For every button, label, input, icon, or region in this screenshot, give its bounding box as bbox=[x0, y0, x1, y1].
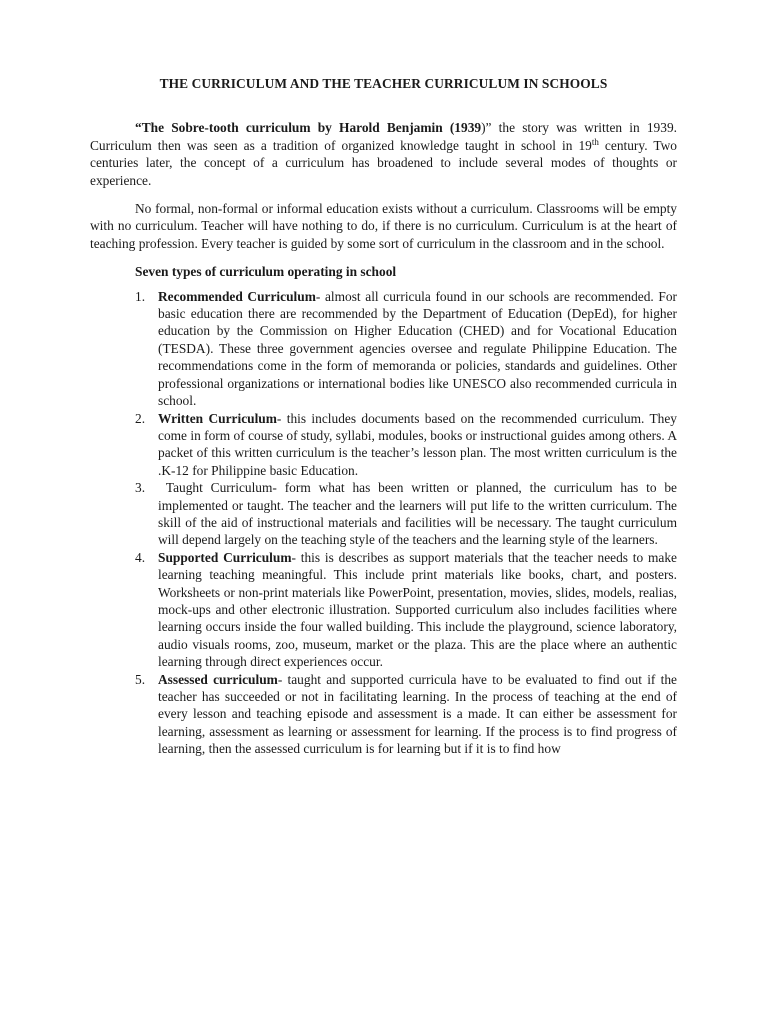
list-item-text: - this includes documents based on the recommended curriculum. They come in form of course of study, syllabi, modules, books or instructional guides among others. A packet of this written curriculum is the teacher’s lesson plan. The most written curriculum is the .K-12 for Philippine basic Education. bbox=[158, 410, 677, 478]
list-item-term: Supported Curriculum bbox=[158, 549, 292, 565]
superscript-th: th bbox=[591, 136, 599, 147]
list-item bbox=[135, 671, 677, 758]
intro-paragraph: “The Sobre-tooth curriculum by Harold Benjamin (1939)” the story was written in 1939. Curriculum then was seen as a tradition of organized knowledge taught in school in 19th century. Two centuries later, the concept of a curriculum has broadened to include several modes of thoughts or experience. bbox=[90, 120, 677, 188]
list-item-text: - almost all curricula found in our schools are recommended. For basic education there are recommended by the Department of Education (DepEd), for higher education by the Commission on Higher Education (CHED) and for Vocational Education (TESDA). These three government agencies oversee and regulate Philippine Education. The recommendations come in the form of memoranda or policies, standards and guidelines. Other professional organizations or international bodies like UNESCO also recommended curricula in school. bbox=[158, 288, 677, 409]
intro-lead: “The Sobre-tooth curriculum by Harold Benjamin (1939 bbox=[135, 120, 482, 136]
list-item-number: 5. bbox=[135, 671, 146, 687]
list-item-text: - this is describes as support materials that the teacher needs to make learning teaching meaningful. This include print materials like books, chart, and posters. Worksheets or non-print materials like PowerPoint, presentation, movies, slides, models, realias, mock-ups and other electronic illustration. Supported curriculum also includes facilities where learning occurs inside the four walled building. This include the playground, science laboratory, audio visuals rooms, zoo, museum, market or the plaza. This are the place where an authentic learning through direct experiences occur. bbox=[158, 549, 677, 670]
curriculum-types-list bbox=[90, 288, 677, 758]
list-item-text: Taught Curriculum- form what has been written or planned, the curriculum has to be implemented or taught. The teacher and the learners will put life to the written curriculum. The skill of the aid of instructional materials and facilities will be necessary. The taught curriculum will depend largely on the teaching style of the teachers and the learning style of the learners. bbox=[158, 480, 677, 548]
list-item-term: Recommended Curriculum bbox=[158, 288, 316, 304]
list-item-term: Written Curriculum bbox=[158, 410, 277, 426]
list-item bbox=[135, 479, 677, 549]
page-title: THE CURRICULUM AND THE TEACHER CURRICULUM IN SCHOOLS bbox=[159, 76, 608, 91]
body-paragraph: No formal, non-formal or informal education exists without a curriculum. Classrooms will be empty with no curriculum. Teacher will have nothing to do, if there is no curriculum. Curriculum is at the heart of teaching profession. Every teacher is guided by some sort of curriculum in the classroom and in the school. bbox=[90, 201, 677, 251]
list-item-number: 2. bbox=[135, 410, 146, 426]
list-item-number: 4. bbox=[135, 549, 146, 565]
list-item bbox=[135, 288, 677, 410]
list-item-number: 3. bbox=[135, 480, 146, 496]
list-item-term: Assessed curriculum bbox=[158, 671, 278, 687]
section-subheading: Seven types of curriculum operating in school bbox=[135, 264, 397, 280]
list-item-number: 1. bbox=[135, 288, 146, 304]
list-item bbox=[135, 410, 677, 480]
list-item bbox=[135, 549, 677, 671]
list-item-text: - taught and supported curricula have to be evaluated to find out if the teacher has succeeded or not in facilitating learning. In the process of teaching at the end of every lesson and teaching episode and assessment is a made. It can either be assessment for learning, assessment as learning or assessment for learning. If the process is to find progress of learning, then the assessed curriculum is for learning but if it is to find how bbox=[158, 671, 677, 757]
